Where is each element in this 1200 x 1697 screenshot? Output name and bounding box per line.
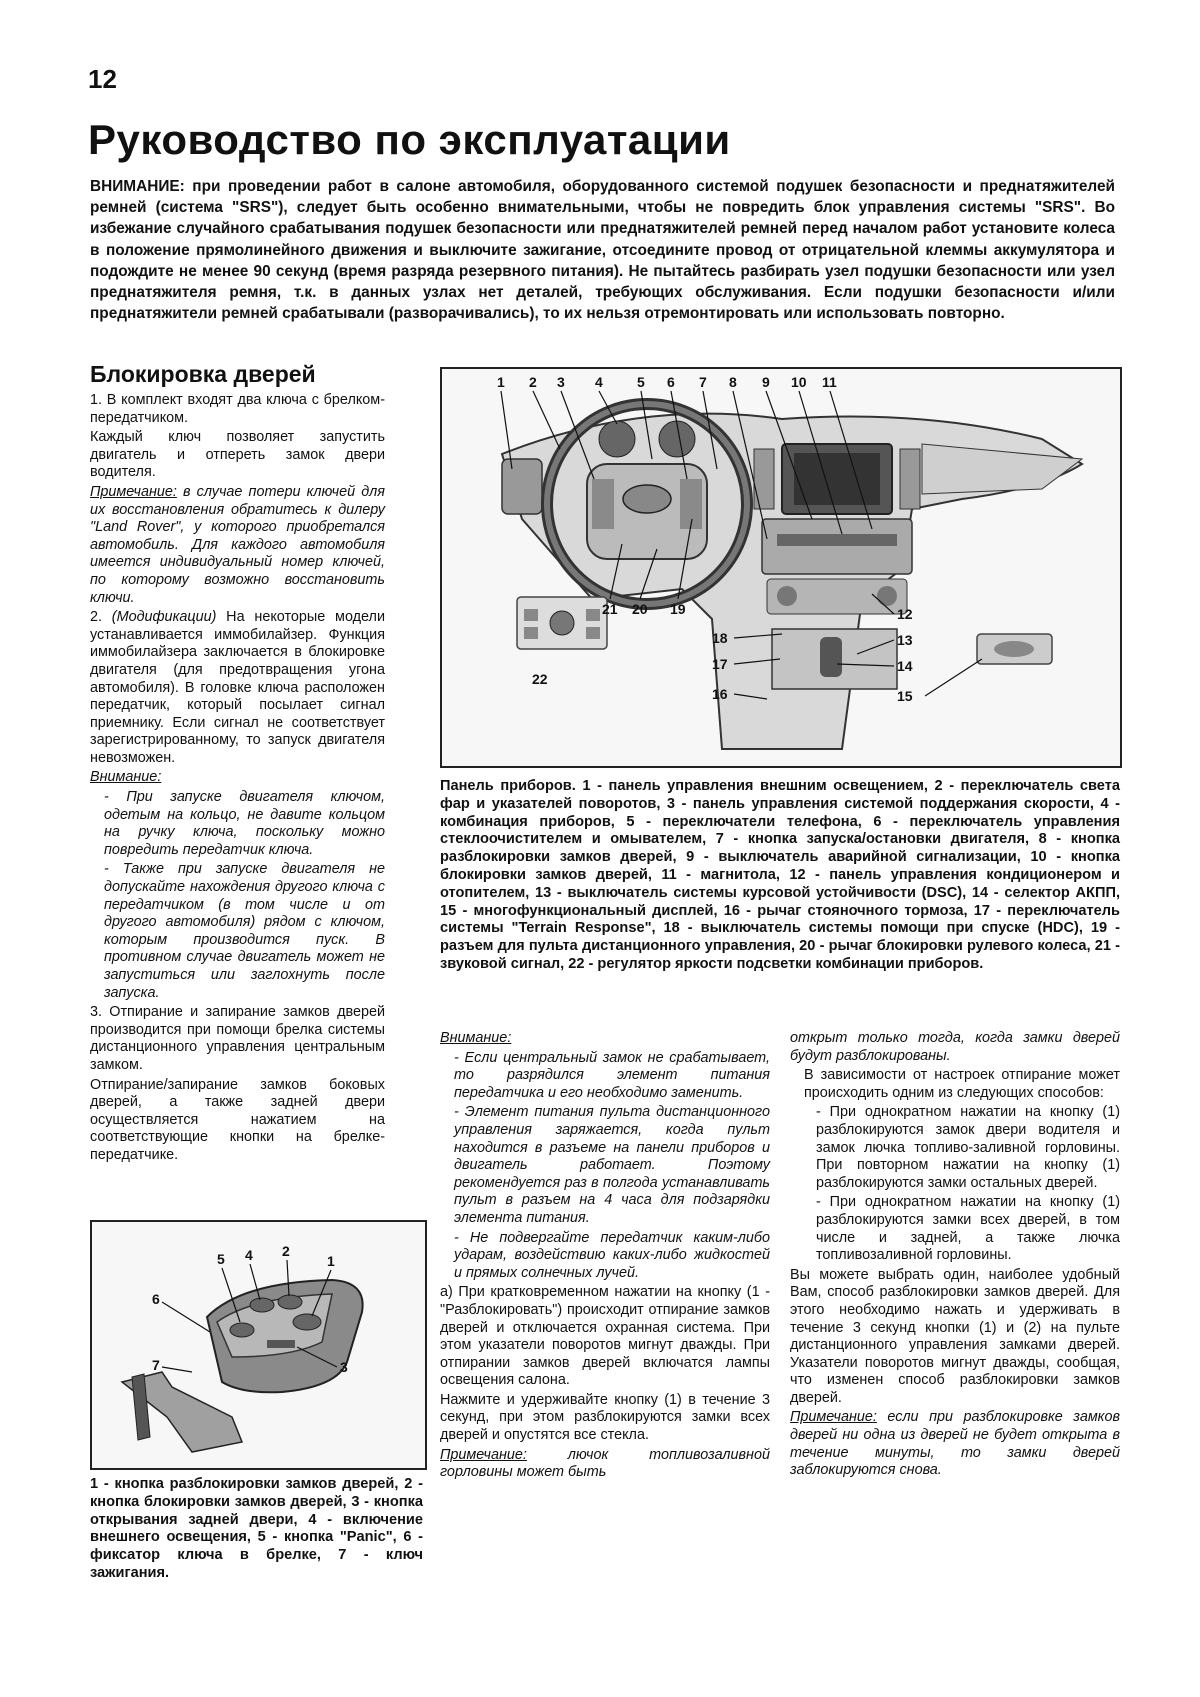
note-text: если при разблокировке замков дверей ни одна из дверей не будет открыта в течение минуты, то замки дверей заблокируются снова. [790, 1409, 1120, 1479]
paragraph-prefix: 2. [90, 609, 112, 626]
label-9: 9 [762, 374, 770, 390]
key-label-7: 7 [152, 1357, 160, 1373]
label-13: 13 [897, 632, 913, 648]
center-air-vent-left [754, 449, 774, 509]
paragraph: Каждый ключ позволяет запустить двигатель и отпереть замок двери водителя. [90, 429, 385, 481]
key-label-4: 4 [245, 1247, 253, 1263]
paragraph: 3. Отпирание и запирание замков дверей производится при помощи брелка системы дистанционного управления центральным замком. [90, 1004, 385, 1073]
note-label: Примечание: [90, 483, 177, 500]
note [90, 484, 385, 607]
paragraph: В зависимости от настроек отпирание может происходить одним из следующих способов: [804, 1067, 1120, 1101]
dashboard-figure [440, 367, 1122, 768]
middle-column [440, 1030, 770, 1484]
attention-label: Внимание: [90, 769, 162, 786]
page-title: Руководство по эксплуатации [88, 116, 731, 163]
left-air-vent [502, 459, 542, 514]
key-label-3: 3 [340, 1359, 348, 1375]
key-fob-illustration [92, 1222, 425, 1468]
note-label: Примечание: [440, 1446, 527, 1463]
dashboard-illustration [442, 369, 1120, 766]
label-16: 16 [712, 686, 728, 702]
label-1: 1 [497, 374, 505, 390]
warning-text: при проведении работ в салоне автомобиля, оборудованного системой подушек безопасности и преднатяжителей ремней (система "SRS"), следует быть особенно внимательными, чтобы не повредить блок управления системы "SRS". Во избежание случайного срабатывания подушек безопасности или преднатяжителей ремней перед началом работ установите колеса в положение прямолинейного движения и выключите зажигание, отсоедините провод от отрицательной клеммы аккумулятора и подождите не менее 90 секунд (время разряда резервного питания). Не пытайтесь разбирать узел подушки безопасности или узел преднатяжителя ремня, т.к. в данных узлах нет деталей, требующих обслуживания. Если подушки безопасности и/или преднатяжители ремней срабатывали (разворачивались), то их нельзя отремонтировать или использовать повторно. [90, 178, 1115, 323]
label-6: 6 [667, 374, 675, 390]
paragraph: Вы можете выбрать один, наиболее удобный Вам, способ разблокировки замков дверей. Для этого необходимо нажать и удерживать в течение 3 секунд кнопки (1) и (2) на пульте дистанционного управления замками дверей. Указатели поворотов мигнут дважды, сообщая, что изменен способ разблокировки замков дверей. [790, 1266, 1120, 1406]
attention-label: Внимание: [440, 1030, 512, 1046]
tailgate-button [267, 1340, 295, 1348]
paragraph: а) При кратковременном нажатии на кнопку (1 - "Разблокировать") происходит отпирание замков дверей и отключается охранная система. При этом указатели поворотов мигнут дважды. При отпирании замков дверей включатся лампы освещения салона. [440, 1284, 770, 1389]
label-15: 15 [897, 688, 913, 704]
display-inset [977, 634, 1052, 664]
label-20: 20 [632, 601, 648, 617]
attention-item: - Если центральный замок не срабатывает, то разрядился элемент питания передатчика и его необходимо заменить. [454, 1049, 770, 1101]
label-2: 2 [529, 374, 537, 390]
brightness-control-inset [517, 597, 607, 649]
headlights-button [250, 1298, 274, 1312]
label-22: 22 [532, 671, 548, 687]
dashboard-caption: Панель приборов. 1 - панель управления внешним освещением, 2 - переключатель света фар и указателей поворотов, 3 - панель управления системой поддержания скорости, 4 - комбинация приборов, 5 - переключатели телефона, 6 - переключатель управления стеклоочистителем и омывателем, 7 - кнопка запуска/остановки двигателя, 8 - кнопка разблокировки замков дверей, 9 - выключатель аварийной сигнализации, 10 - кнопка блокировки замков дверей, 11 - магнитола, 12 - панель управления кондиционером и отопителем, 13 - выключатель системы курсовой устойчивости (DSC), 14 - селектор АКПП, 15 - многофункциональный дисплей, 16 - рычаг стояночного тормоза, 17 - переключатель системы "Terrain Response", 18 - выключатель системы помощи при спуске (HDC), 19 - разъем для пульта дистанционного управления, 20 - рычаг блокировки рулевого колеса, 21 - звуковой сигнал, 22 - регулятор яркости подсветки комбинации приборов. [440, 778, 1120, 972]
label-19: 19 [670, 601, 686, 617]
left-column [90, 360, 385, 1167]
unlock-button [293, 1314, 321, 1330]
key-label-5: 5 [217, 1251, 225, 1267]
label-5: 5 [637, 374, 645, 390]
paragraph [90, 609, 385, 767]
note-text: в случае потери ключей для их восстановления обратитесь к дилеру "Land Rover", у которого приобретался автомобиль. Для каждого автомобиля имеется индивидуальный номер ключей, по которому возможно восстановить ключи. [90, 483, 385, 606]
right-column [790, 1030, 1120, 1482]
section-heading: Блокировка дверей [90, 361, 316, 387]
panic-button [230, 1323, 254, 1337]
paragraph-continuation: открыт только тогда, когда замки дверей будут разблокированы. [790, 1030, 1120, 1064]
paragraph: Нажмите и удерживайте кнопку (1) в течение 3 секунд, при этом разблокируются замки всех дверей и опустятся все стекла. [440, 1391, 770, 1444]
label-11: 11 [822, 374, 837, 390]
srs-warning-block [90, 176, 1115, 324]
label-18: 18 [712, 630, 728, 646]
warning-label: ВНИМАНИЕ: [90, 178, 185, 195]
lock-button [278, 1295, 302, 1309]
page-number: 12 [88, 64, 117, 94]
center-air-vent-right [900, 449, 920, 509]
attention-item: - Элемент питания пульта дистанционного управления заряжается, когда пульт находится в разъеме на панели приборов и двигатель работает. Поэтому рекомендуется раз в полгода устанавливать пульт в разъем на 4 часа для подзарядки элемента питания. [454, 1104, 770, 1226]
label-14: 14 [897, 658, 913, 674]
radio-panel [762, 519, 912, 574]
note [790, 1409, 1120, 1479]
attention-item: - Не подвергайте передатчик каким-либо ударам, воздействию каких-либо жидкостей и прямых солнечных лучей. [454, 1229, 770, 1281]
key-fob-caption: 1 - кнопка разблокировки замков дверей, 2 - кнопка блокировки замков дверей, 3 - кнопка открывания задней двери, 4 - включение внешнего освещения, 5 - кнопка "Panic", 6 - фиксатор ключа в брелке, 7 - ключ зажигания. [90, 1476, 423, 1581]
attention-item: - Также при запуске двигателя не допускайте нахождения другого ключа с передатчиком (в том числе и от другого автомобиля) рядом с ключом, которым производится пуск. В противном случае двигатель может не запуститься или заглохнуть после запуска. [104, 861, 385, 1001]
paragraph: 1. В комплект входят два ключа с брелком-передатчиком. [90, 392, 385, 426]
key-fob-figure [90, 1220, 427, 1470]
label-4: 4 [595, 374, 603, 390]
note-label: Примечание: [790, 1409, 877, 1426]
label-17: 17 [712, 656, 728, 672]
key-label-1: 1 [327, 1253, 335, 1269]
paragraph: Отпирание/запирание замков боковых дверей, а также задней двери осуществляется нажатием на соответствующие кнопки на брелке-передатчике. [90, 1076, 385, 1163]
key-label-2: 2 [282, 1243, 290, 1259]
label-3: 3 [557, 374, 565, 390]
tachometer [599, 421, 635, 457]
label-21: 21 [602, 601, 618, 617]
key-label-6: 6 [152, 1291, 160, 1307]
label-12: 12 [897, 606, 913, 622]
label-10: 10 [791, 374, 807, 390]
modification-label: (Модификации) [111, 609, 217, 626]
label-8: 8 [729, 374, 737, 390]
note [440, 1447, 770, 1482]
paragraph-text: На некоторые модели устанавливается иммобилайзер. Функция иммобилайзера заключается в блокировке двигателя (для предотвращения угона автомобиля). В головке ключа расположен передатчик, который посылает сигнал приемнику. Если сигнал не соответствует зарегистрированному, то запуск двигателя невозможен. [90, 609, 385, 766]
bullet-item: - При однократном нажатии на кнопку (1) разблокируются замок двери водителя и замок лючка топливо-заливной горловины. При повторном нажатии на кнопку (1) разблокируются замки остальных дверей. [816, 1104, 1120, 1191]
note-text: лючок топливозаливной горловины может быть [440, 1446, 770, 1481]
label-7: 7 [699, 374, 707, 390]
attention-item: - При запуске двигателя ключом, одетым на кольцо, не давите кольцом на ручку ключа, поскольку можно повредить передатчик ключа. [104, 789, 385, 858]
bullet-item: - При однократном нажатии на кнопку (1) разблокируются замки всех дверей, в том числе и задней, а также лючка топливозаливной горловины. [816, 1194, 1120, 1264]
